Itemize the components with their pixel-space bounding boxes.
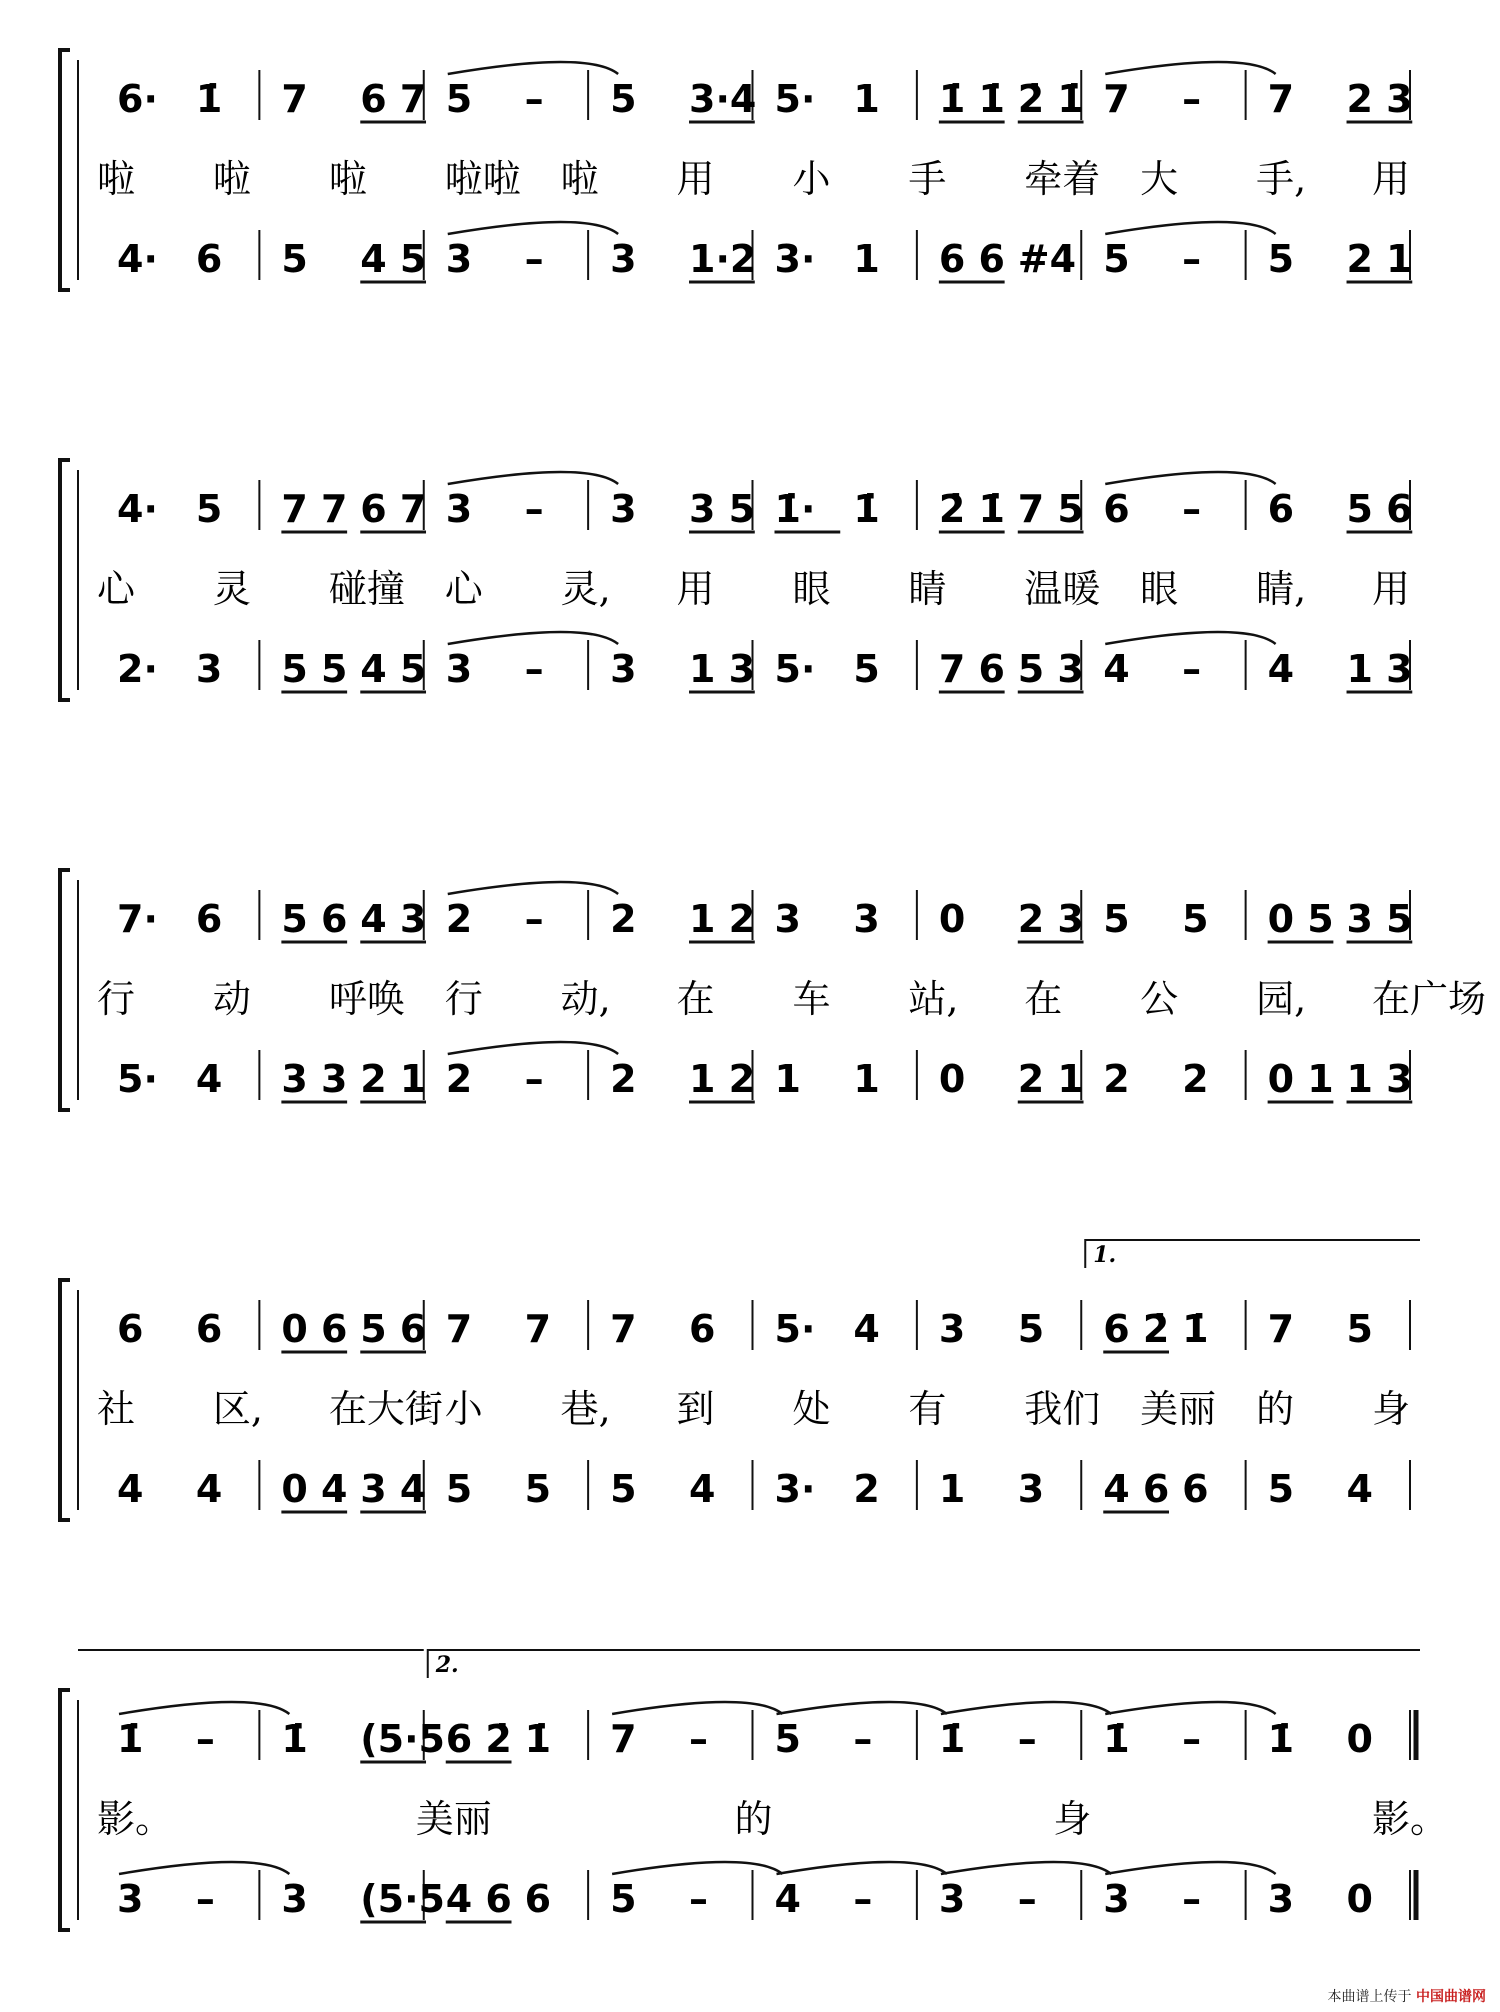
system-bracket	[60, 460, 70, 700]
upper-note: 5 6	[360, 1307, 427, 1351]
upper-note: 5	[610, 77, 637, 121]
tie-arc	[777, 1702, 947, 1714]
lyric: 用	[676, 567, 715, 611]
lyric: 手	[908, 157, 947, 201]
upper-note: 7	[524, 1307, 552, 1351]
upper-note: 0 5	[1267, 897, 1334, 941]
upper-note: 1̇	[195, 77, 223, 121]
lower-note: 5	[853, 647, 880, 691]
lower-note: 1 3	[1346, 647, 1413, 691]
lower-note: 5·	[117, 1057, 158, 1101]
upper-note: 1 2	[689, 897, 756, 941]
lower-note: 4	[195, 1057, 223, 1101]
upper-note: 6	[117, 1307, 144, 1351]
upper-note: 3·4	[689, 77, 757, 121]
lower-note: –	[853, 1877, 873, 1921]
upper-note: 4·	[117, 487, 158, 531]
lower-note: 3	[610, 237, 637, 281]
lower-note: –	[1182, 647, 1202, 691]
lower-note: 0	[938, 1057, 966, 1101]
lower-note: 1	[774, 1057, 801, 1101]
lower-note: 4 6	[445, 1877, 512, 1921]
lower-note: 2	[853, 1467, 880, 1511]
lyric: 美丽	[415, 1797, 492, 1841]
lyric: 灵,	[560, 567, 611, 611]
system-bracket	[60, 1280, 70, 1520]
lyric: 小	[792, 157, 831, 201]
lower-note: 5	[1267, 1467, 1295, 1511]
lyric: 公	[1140, 977, 1179, 1021]
upper-note: –	[524, 487, 544, 531]
upper-note: 5	[1103, 897, 1130, 941]
lyric: 在	[676, 977, 715, 1021]
tie-arc	[777, 1862, 947, 1874]
upper-note: 5	[195, 487, 223, 531]
lower-note: 5	[281, 237, 308, 281]
lyric: 园,	[1256, 977, 1307, 1021]
tie-arc	[941, 1862, 1111, 1874]
lyric: 站,	[908, 977, 959, 1021]
lower-note: 0 4	[281, 1467, 348, 1511]
lower-note: 5	[524, 1467, 552, 1511]
tie-arc	[448, 632, 618, 644]
lower-note: 4	[195, 1467, 223, 1511]
upper-note: 0	[1346, 1717, 1373, 1761]
footer-credit	[1328, 1986, 1486, 2006]
lyric: 睛	[908, 567, 947, 611]
upper-note: –	[689, 1717, 709, 1761]
upper-note: 2	[610, 897, 637, 941]
score-body	[60, 50, 1486, 1930]
upper-note: 1̇	[938, 1717, 966, 1761]
volta-second-label: 2.	[435, 1652, 459, 1678]
lower-note: 3	[610, 647, 637, 691]
lower-note: 5	[445, 1467, 473, 1511]
lyric: 心	[444, 567, 483, 611]
lower-note: 4	[1267, 647, 1295, 691]
lyric: 车	[792, 977, 831, 1021]
lyric: 到	[676, 1387, 715, 1431]
lower-note: 0 1	[1267, 1057, 1334, 1101]
lyric: 巷,	[560, 1387, 611, 1431]
lower-note: 3	[1017, 1467, 1045, 1511]
score-system	[60, 460, 1413, 700]
upper-note: 3	[445, 487, 473, 531]
tie-arc	[1105, 1862, 1275, 1874]
upper-note: 7	[281, 77, 308, 121]
lower-note: 1 3	[689, 647, 756, 691]
lower-note: 2	[610, 1057, 637, 1101]
lower-note: 3 3	[281, 1057, 348, 1101]
lower-note: 4	[1346, 1467, 1373, 1511]
lyric: 啦	[560, 157, 599, 201]
upper-note: 3	[610, 487, 637, 531]
upper-note: 7·	[117, 897, 158, 941]
lyric: 动,	[560, 977, 611, 1021]
upper-note: –	[1182, 77, 1202, 121]
upper-note: 0	[938, 897, 966, 941]
upper-note: 6	[689, 1307, 716, 1351]
lower-note: 4	[1103, 647, 1130, 691]
lyric: 的	[1256, 1387, 1295, 1431]
lower-note: 2 1	[360, 1057, 427, 1101]
lyric: 区,	[212, 1387, 264, 1431]
tie-arc	[448, 222, 618, 234]
upper-note: 1	[853, 77, 880, 121]
upper-note: 1̇	[853, 487, 880, 531]
lyric: 社	[97, 1387, 136, 1431]
score-system	[60, 870, 1486, 1110]
upper-note: 6	[1103, 487, 1130, 531]
lyric: 大	[1140, 157, 1179, 201]
lower-note: 2 1	[1017, 1057, 1084, 1101]
lower-note: 3	[445, 237, 473, 281]
tie-arc	[1105, 1702, 1275, 1714]
tie-arc	[1105, 62, 1275, 74]
upper-note: 5 6	[1346, 487, 1413, 531]
upper-note: 0 6	[281, 1307, 348, 1351]
upper-note: –	[524, 897, 544, 941]
system-bracket	[60, 870, 70, 1110]
upper-note: 3	[853, 897, 880, 941]
upper-note: 5	[774, 1717, 801, 1761]
upper-note: 1̇·	[774, 487, 816, 531]
score-system	[60, 50, 1413, 290]
lyric: 在广场	[1372, 977, 1487, 1021]
lower-note: 5	[1267, 237, 1295, 281]
upper-note: 1̇	[524, 1717, 552, 1761]
upper-note: 3	[774, 897, 801, 941]
upper-note: 7	[1267, 77, 1295, 121]
lower-note: 3	[445, 647, 473, 691]
upper-note: 6	[195, 897, 223, 941]
upper-note: 3	[938, 1307, 966, 1351]
lower-note: 0	[1346, 1877, 1373, 1921]
tie-arc	[119, 1702, 289, 1714]
lower-note: (5·5	[360, 1877, 445, 1921]
upper-note: 6 2̇	[445, 1717, 512, 1761]
upper-note: –	[524, 77, 544, 121]
lower-note: 3	[281, 1877, 308, 1921]
lower-note: –	[195, 1877, 215, 1921]
lower-note: 6	[195, 237, 223, 281]
lower-note: 6	[524, 1877, 552, 1921]
upper-note: 7	[610, 1717, 637, 1761]
tie-arc	[448, 62, 618, 74]
lower-note: 1	[853, 237, 880, 281]
lyric: 睛,	[1256, 567, 1307, 611]
upper-note: 1̇	[117, 1717, 144, 1761]
upper-note: –	[1182, 487, 1202, 531]
lower-note: 1 3	[1346, 1057, 1413, 1101]
lower-note: 4 5	[360, 237, 427, 281]
lyric: 手,	[1256, 157, 1307, 201]
upper-note: 6·	[117, 77, 158, 121]
lower-note: 3	[1103, 1877, 1130, 1921]
lyric: 美丽	[1140, 1387, 1217, 1431]
lyric: 眼	[792, 567, 831, 611]
tie-arc	[612, 1862, 782, 1874]
upper-note: 5 6	[281, 897, 348, 941]
lower-note: 6 6	[938, 237, 1005, 281]
lower-note: 2	[1182, 1057, 1209, 1101]
upper-note: 3 5	[1346, 897, 1413, 941]
footer-upload-text: 本曲谱上传于	[1327, 1989, 1412, 2005]
lower-note: 2	[1103, 1057, 1130, 1101]
lyric: 身	[1053, 1797, 1092, 1841]
upper-note: –	[1017, 1717, 1037, 1761]
lower-note: –	[524, 237, 544, 281]
lower-note: 1·2	[689, 237, 757, 281]
lyric: 身	[1372, 1387, 1411, 1431]
lower-note: 4 5	[360, 647, 427, 691]
lyric: 眼	[1140, 567, 1179, 611]
tie-arc	[612, 1702, 782, 1714]
lower-note: 5	[610, 1877, 637, 1921]
upper-note: 1̇ 1̇	[938, 77, 1005, 121]
lower-note: 1	[938, 1467, 966, 1511]
upper-note: 6	[1267, 487, 1295, 531]
upper-note: 1̇	[281, 1717, 308, 1761]
lower-note: 3	[117, 1877, 144, 1921]
lyric: 影。	[1372, 1797, 1449, 1841]
lower-note: 2 1	[1346, 237, 1413, 281]
upper-note: (5·5	[360, 1717, 445, 1761]
lower-note: 5 3	[1017, 647, 1084, 691]
lower-note: 4 6	[1103, 1467, 1170, 1511]
lyric: 灵	[212, 567, 251, 611]
lyric: 用	[1372, 567, 1411, 611]
volta-first-label: 1.	[1093, 1242, 1117, 1268]
lower-note: –	[1017, 1877, 1037, 1921]
upper-note: 5	[445, 77, 473, 121]
upper-note: 7	[610, 1307, 637, 1351]
lyric: 用	[676, 157, 715, 201]
tie-arc	[448, 882, 618, 894]
upper-note: 4 3	[360, 897, 427, 941]
lower-note: 3	[938, 1877, 966, 1921]
upper-note: 1̇	[1103, 1717, 1130, 1761]
tie-arc	[119, 1862, 289, 1874]
lower-note: 3·	[774, 1467, 816, 1511]
lyric: 呼唤	[328, 977, 405, 1021]
lower-note: 5·	[774, 647, 816, 691]
lower-note: 4	[689, 1467, 716, 1511]
upper-note: 5	[1346, 1307, 1373, 1351]
lower-note: –	[1182, 1877, 1202, 1921]
lyric: 处	[792, 1387, 831, 1431]
lower-note: 2	[445, 1057, 473, 1101]
lyric: 啦	[328, 157, 367, 201]
upper-note: 2 3	[1346, 77, 1413, 121]
score-system	[60, 1690, 1448, 1930]
lower-note: 4	[774, 1877, 801, 1921]
lower-note: 2·	[117, 647, 158, 691]
lyric: 在大街	[328, 1387, 443, 1431]
lyric: 用	[1372, 157, 1411, 201]
upper-note: –	[195, 1717, 215, 1761]
lyric: 碰撞	[328, 567, 405, 611]
upper-note: 2̇ 1̇	[938, 487, 1005, 531]
lower-note: #4	[1017, 237, 1077, 281]
system-bracket	[60, 50, 70, 290]
lower-note: 4	[117, 1467, 144, 1511]
tie-arc	[941, 1702, 1111, 1714]
lower-note: 1 2	[689, 1057, 756, 1101]
lyric: 动	[212, 977, 251, 1021]
upper-note: 1̇	[1267, 1717, 1295, 1761]
lyric: 啦	[212, 157, 251, 201]
upper-note: 3 5	[689, 487, 756, 531]
system-bracket	[60, 1690, 70, 1930]
lower-note: 5	[1103, 237, 1130, 281]
lyric: 在	[1024, 977, 1063, 1021]
footer-site-name: 中国曲谱网	[1416, 1989, 1486, 2005]
tie-arc	[1105, 472, 1275, 484]
lyric: 温暖	[1024, 567, 1101, 611]
tie-arc	[448, 1042, 618, 1054]
upper-note: 6 7	[360, 487, 427, 531]
upper-note: 6 2̇	[1103, 1307, 1170, 1351]
lyric: 我们	[1024, 1387, 1101, 1431]
upper-note: 5·	[774, 1307, 816, 1351]
upper-note: 2̇ 1̇	[1017, 77, 1084, 121]
upper-note: 4	[853, 1307, 880, 1351]
lower-note: –	[524, 647, 544, 691]
lower-note: 5 5	[281, 647, 348, 691]
lyric: 啦啦	[444, 157, 521, 201]
lower-note: 3	[195, 647, 223, 691]
volta-second	[428, 1650, 1420, 1678]
lower-note: 3·	[774, 237, 816, 281]
upper-note: 7	[1267, 1307, 1295, 1351]
lower-note: 7 6	[938, 647, 1005, 691]
lyric: 小	[444, 1387, 483, 1431]
lower-note: 3 4	[360, 1467, 427, 1511]
upper-note: –	[1182, 1717, 1202, 1761]
upper-note: 5·	[774, 77, 816, 121]
lower-note: –	[689, 1877, 709, 1921]
lyric: 行	[97, 977, 136, 1021]
upper-note: 2	[445, 897, 473, 941]
upper-note: 7	[1103, 77, 1130, 121]
lyric: 有	[908, 1387, 947, 1431]
tie-arc	[1105, 222, 1275, 234]
upper-note: 1̇	[1182, 1307, 1209, 1351]
lower-note: –	[524, 1057, 544, 1101]
upper-note: 7	[445, 1307, 473, 1351]
lyric: 心	[97, 567, 136, 611]
lyric: 影。	[97, 1797, 174, 1841]
lower-note: 4·	[117, 237, 158, 281]
lower-note: 1	[853, 1057, 880, 1101]
lyric: 啦	[97, 157, 136, 201]
upper-note: 7 5	[1017, 487, 1084, 531]
lower-note: 5	[610, 1467, 637, 1511]
lower-note: 3	[1267, 1877, 1295, 1921]
lyric: 行	[444, 977, 483, 1021]
tie-arc	[1105, 632, 1275, 644]
upper-note: 7 7	[281, 487, 348, 531]
upper-note: 2 3	[1017, 897, 1084, 941]
lower-note: 6	[1182, 1467, 1209, 1511]
tie-arc	[448, 472, 618, 484]
upper-note: 5	[1017, 1307, 1045, 1351]
upper-note: 5	[1182, 897, 1209, 941]
lyric: 的	[734, 1797, 773, 1841]
volta-first	[78, 1240, 1420, 1650]
upper-note: 6	[195, 1307, 223, 1351]
lyric: 牵着	[1024, 157, 1101, 201]
upper-note: –	[853, 1717, 873, 1761]
lower-note: –	[1182, 237, 1202, 281]
upper-note: 6 7	[360, 77, 427, 121]
score-system	[60, 1280, 1410, 1520]
